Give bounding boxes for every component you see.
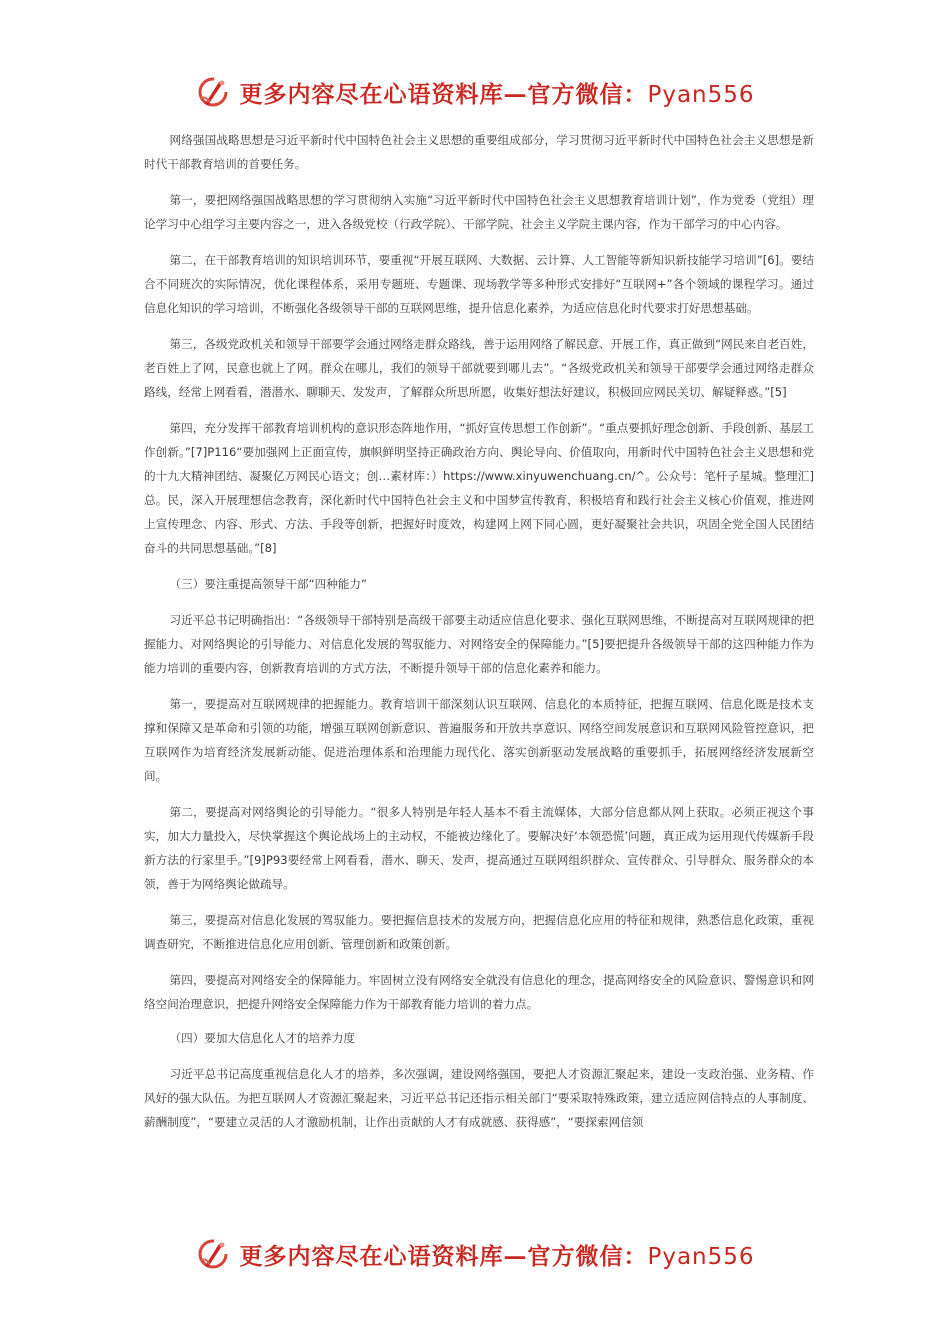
brush-logo-icon: [195, 1236, 231, 1272]
paragraph: 习近平总书记高度重视信息化人才的培养，多次强调，建设网络强国，要把人才资源汇聚起来，建设一支政治强、业务精、作风好的强大队伍。为把互联网人才资源汇聚起来，习近平总书记还指示相关部门“要采取特殊政策，建立适应网信特点的人事制度、薪酬制度”，“要建立灵活的人才激励机制，让作出贡献的人才有成就感、获得感”，“要探索网信领: [144, 1067, 814, 1129]
paragraph: 第一，要提高对互联网规律的把握能力。教育培训干部深刻认识互联网、信息化的本质特征，把握互联网、信息化既是技术支撑和保障又是革命和引领的功能，增强互联网创新意识、普遍服务和开放共享意识、网络空间发展意识和互联网风险管控意识，把互联网作为培育经济发展新动能、促进治理体系和治理能力现代化、落实创新驱动发展战略的重要抓手，拓展网络经济发展新空间。: [144, 697, 814, 783]
paragraph: 第三，各级党政机关和领导干部要学会通过网络走群众路线，善于运用网络了解民意、开展工作，真正做到“网民来自老百姓，老百姓上了网，民意也就上了网。群众在哪儿，我们的领导干部就要到哪儿去”。“各级党政机关和领导干部要学会通过网络走群众路线，经常上网看看，潜潜水、聊聊天、发发声，了解群众所思所愿，收集好想法好建议，积极回应网民关切、解疑释惑。”[5]: [144, 337, 814, 399]
section-heading: （四）要加大信息化人才的培养力度: [169, 1031, 356, 1045]
paragraph: 第二，要提高对网络舆论的引导能力。“很多人特别是年轻人基本不看主流媒体，大部分信息都从网上获取。必须正视这个事实，加大力量投入，尽快掌握这个舆论战场上的主动权，不能被边缘化了。要解决好‘本领恐慌’问题，真正成为运用现代传媒新手段新方法的行家里手。”[9]P93要经常上网看看，潜水、聊天、发声，提高通过互联网组织群众、宣传群众、引导群众、服务群众的本领，善于为网络舆论做疏导。: [144, 805, 814, 891]
document-body: [144, 128, 814, 1146]
paragraph: 第二，在干部教育培训的知识培训环节，要重视“开展互联网、大数据、云计算、人工智能等新知识新技能学习培训”[6]。要结合不同班次的实际情况，优化课程体系，采用专题班、专题课、现场教学等多种形式安排好“互联网+”各个领域的课程学习。通过信息化知识的学习培训，不断强化各级领导干部的互联网思维，提升信息化素养，为适应信息化时代要求打好思想基础。: [144, 253, 814, 315]
paragraph: 第三，要提高对信息化发展的驾驭能力。要把握信息技术的发展方向，把握信息化应用的特征和规律，熟悉信息化政策，重视调查研究，不断推进信息化应用创新、管理创新和政策创新。: [144, 913, 814, 951]
banner-title: 更多内容尽在心语资料库—官方微信：Pyan556: [239, 1242, 755, 1270]
paragraph: 第四，充分发挥干部教育培训机构的意识形态阵地作用，“抓好宣传思想工作创新”。“重点要抓好理念创新、手段创新、基层工作创新。”[7]P116“要加强网上正面宣传，旗帜鲜明坚持正确政治方向、舆论导向、价值取向，用新时代中国特色社会主义思想和党的十九大精神团结、凝聚亿万网民心语文；创…素材库：）https://www.xinyuwenchuang.cn/^。公众号：笔杆子星城。整理汇]总。民，深入开展理想信念教育，深化新时代中国特色社会主义和中国梦宣传教育，积极培育和践行社会主义核心价值观，推进网上宣传理念、内容、形式、方法、手段等创新，把握好时度效，构建网上网下同心圆，更好凝聚社会共识，巩固全党全国人民团结奋斗的共同思想基础。”[8]: [144, 421, 814, 555]
footer-banner: [0, 1234, 950, 1274]
paragraph: 习近平总书记明确指出：“各级领导干部特别是高级干部要主动适应信息化要求、强化互联网思维，不断提高对互联网规律的把握能力、对网络舆论的引导能力、对信息化发展的驾驭能力、对网络安全的保障能力。”[5]要把提升各级领导干部的这四种能力作为能力培训的重要内容，创新教育培训的方式方法，不断提升领导干部的信息化素养和能力。: [144, 613, 814, 675]
section-heading: （三）要注重提高领导干部“四种能力”: [169, 577, 368, 591]
banner-title: 更多内容尽在心语资料库—官方微信：Pyan556: [239, 80, 755, 108]
paragraph: 第一，要把网络强国战略思想的学习贯彻纳入实施“习近平新时代中国特色社会主义思想教育培训计划”，作为党委（党组）理论学习中心组学习主要内容之一，进入各级党校（行政学院）、干部学院、社会主义学院主课内容，作为干部学习的中心内容。: [144, 193, 814, 231]
brush-logo-icon: [195, 74, 231, 110]
paragraph: 第四，要提高对网络安全的保障能力。牢固树立没有网络安全就没有信息化的理念，提高网络安全的风险意识、警惕意识和网络空间治理意识，把提升网络安全保障能力作为干部教育能力培训的着力点。: [144, 973, 814, 1011]
paragraph: 网络强国战略思想是习近平新时代中国特色社会主义思想的重要组成部分，学习贯彻习近平新时代中国特色社会主义思想是新时代干部教育培训的首要任务。: [144, 133, 814, 171]
header-banner: [0, 72, 950, 112]
